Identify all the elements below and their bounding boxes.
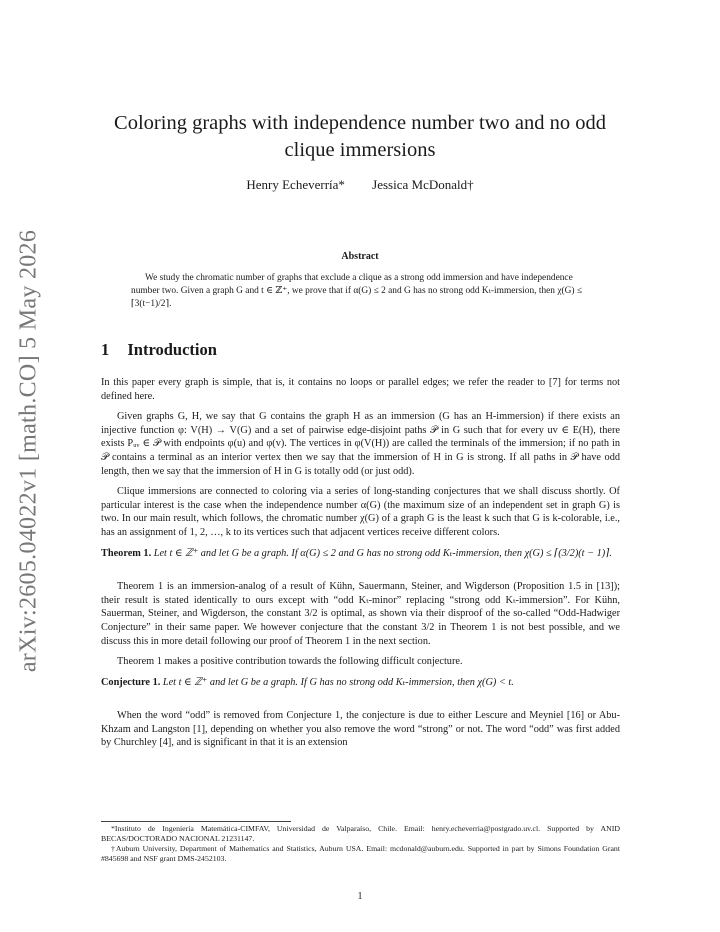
- paragraph-2: Given graphs G, H, we say that G contains the graph H as an immersion (G has an H-immersion) if there exists an injective function φ: V(H) → V(G) and a set of pairwise edge-disjoint paths 𝒫 in G such that for every uv ∈ E(H), there exists Pᵤᵥ ∈ 𝒫 with endpoints φ(u) and φ(v). The vertices in φ(V(H)) are called the terminals of the immersion; if no path in 𝒫 contains a terminal as an interior vertex then we say that the immersion of H in G is strong. If all paths in 𝒫 have odd length, then we say that the immersion of H in G is totally odd (or just odd).: [101, 411, 620, 477]
- paragraph-5: Theorem 1 makes a positive contribution towards the following difficult conjecture.: [117, 656, 463, 668]
- footnote-1: *Instituto de Ingeniería Matemática-CIMFAV, Universidad de Valparaíso, Chile. Email: henry.echeverria@postgrado.uv.cl. Supported by ANID BECAS/DOCTORADO NACIONAL 21231147.: [101, 824, 620, 843]
- footnote-2: †Auburn University, Department of Mathematics and Statistics, Auburn USA. Email: mcdonald@auburn.edu. Supported in part by Simons Foundation Grant #845698 and NSF grant DMS-2452103.: [101, 844, 620, 863]
- section-title: Introduction: [127, 340, 217, 359]
- section-number: 1: [101, 340, 110, 359]
- paragraph-1: In this paper every graph is simple, that is, it contains no loops or parallel edges; we refer the reader to [7] for terms not defined here.: [101, 377, 620, 402]
- conjecture-1-statement: Let t ∈ ℤ⁺ and let G be a graph. If G has no strong odd Kₜ-immersion, then χ(G) < t.: [162, 676, 514, 688]
- main-text: [101, 376, 620, 757]
- abstract-text: We study the chromatic number of graphs that exclude a clique as a strong odd immersion and have independence number two. Given a graph G and t ∈ ℤ⁺, we prove that if α(G) ≤ 2 and G has no strong odd Kₜ-immersion, then χ(G) ≤ ⌈3(t−1)/2⌉.: [131, 273, 582, 309]
- arxiv-side-stamp: [4, 229, 54, 673]
- conjecture-1-label: Conjecture 1.: [101, 676, 161, 688]
- page-number: 1: [357, 891, 363, 902]
- arxiv-identifier: arXiv:2605.04022v1 [math.CO] 5 May 2026: [15, 229, 42, 673]
- paragraph-3: Clique immersions are connected to coloring via a series of long-standing conjectures that we shall discuss shortly. Of particular interest is the case when the independence number α(G) (the maximum size of an independent set in graph G) is two. In our main result, which follows, the chromatic number χ(G) of a graph G is the least k such that G is k-colorable, i.e., has an assignment of 1, 2, …, k to its vertices such that adjacent vertices receive different colors.: [101, 486, 620, 538]
- paragraph-6: When the word “odd” is removed from Conjecture 1, the conjecture is due to either Lescure and Meyniel [16] or Abu-Khzam and Langston [1], depending on whether you also remove the word “strong” or not. The word “odd” was first added by Churchley [4], and is significant in that it is an extension: [101, 710, 620, 749]
- title-line-1: Coloring graphs with independence number two and no odd: [114, 112, 606, 134]
- paragraph-4: Theorem 1 is an immersion-analog of a result of Kühn, Sauermann, Steiner, and Wigderson (Proposition 1.5 in [13]); their result is stated identically to ours except with “odd Kₜ-minor” replacing “strong odd Kₜ-immersion”. For Kühn, Sauerman, Steiner, and Wigderson, the constant 3/2 is optimal, as shown via their disproof of the so-called “Odd-Hadwiger Conjecture” in their same paper. We however conjecture that the constant 3/2 in Theorem 1 is not best possible, and we discuss this in more detail following our proof of Theorem 1 in the next section.: [101, 581, 620, 647]
- footnotes: [101, 824, 620, 864]
- title-line-2: clique immersions: [284, 139, 436, 161]
- paper-title: [100, 110, 620, 164]
- footnote-divider: [101, 821, 291, 822]
- section-heading: [101, 340, 217, 360]
- author-2: Jessica McDonald†: [372, 177, 474, 192]
- abstract-heading: Abstract: [341, 251, 379, 262]
- abstract-body: [131, 272, 591, 311]
- theorem-1: [101, 547, 620, 561]
- theorem-1-statement: Let t ∈ ℤ⁺ and let G be a graph. If α(G) ≤ 2 and G has no strong odd Kₜ-immersion, then χ(G) ≤ ⌈(3/2)(t − 1)⌉.: [153, 547, 612, 559]
- author-list: [100, 177, 620, 193]
- theorem-1-label: Theorem 1.: [101, 547, 152, 559]
- author-1: Henry Echeverría*: [246, 177, 345, 192]
- conjecture-1: [101, 676, 620, 690]
